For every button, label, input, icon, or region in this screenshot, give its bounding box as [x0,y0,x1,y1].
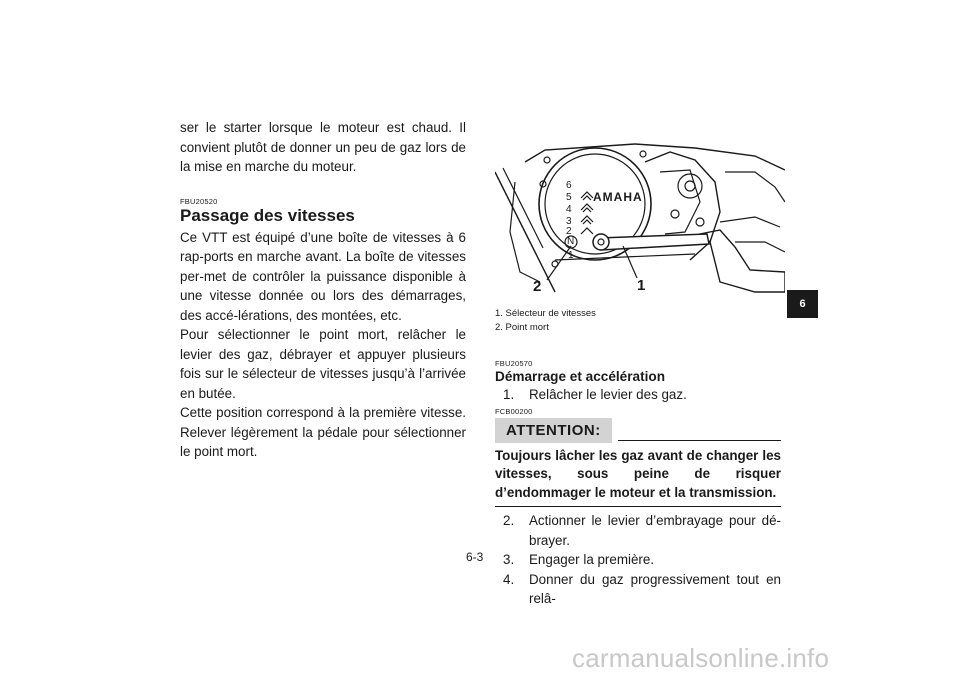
step-text: Donner du gaz progressivement tout en relâ- [529,571,781,606]
paragraph: Pour sélectionner le point mort, relâcher le levier des gaz, débrayer et appuyer plusieurs fois sur le sélecteur de vitesses jusqu’à l’arrivée en butée. [180,327,466,401]
attention-header [495,418,781,443]
step-item [495,511,781,550]
paragraph: Cette position correspond à la première vitesse. Relever légèrement la pédale pour sélectionner le point mort. [180,405,466,459]
section-code: FBU20520 [180,196,218,206]
figure-caption: 1. Sélecteur de vitesses [495,308,596,319]
step-text: Actionner le levier d’embrayage pour dé-brayer. [529,513,781,548]
attention-code: FCB00200 [495,406,533,416]
section-title: Démarrage et accélération [495,369,666,384]
watermark: carmanualsonline.info [572,643,830,673]
figure-caption: 2. Point mort [495,322,549,333]
section-tab: 6 [787,290,818,318]
gear-label: 2 [566,226,572,237]
steps-list [495,511,781,609]
intro-paragraph: ser le starter lorsque le moteur est chaud. Il convient plutôt de donner un peu de gaz lors de la mise en marche du moteur. [180,120,466,174]
step-text: Relâcher le levier des gaz. [529,387,687,402]
gear-label: 1 [568,250,574,261]
left-column [180,118,466,462]
step-text: Engager la première. [529,552,655,567]
callout-1: 1 [637,277,646,294]
attention-rule [618,440,781,441]
gear-label: 3 [566,216,572,227]
paragraph: Ce VTT est équipé d’une boîte de vitesses à 6 rap-ports en marche avant. La boîte de vitesses per-met de contrôler la puissance disponible à une vitesse donnée ou lors des démarrages, des accé-lérations, des montées, etc. [180,229,466,323]
gear-label: N [567,236,575,247]
attention-text: Toujours lâcher les gaz avant de changer les vitesses, sous peine de risquer d’endommager le moteur et la transmission. [495,447,781,508]
gear-label: 6 [566,180,572,191]
gear-label: 5 [566,192,572,203]
attention-label: ATTENTION: [495,418,612,443]
page-number: 6-3 [466,550,484,564]
step-item [495,570,781,609]
step-number: 4. [503,571,515,587]
section-code: FBU20570 [495,359,533,368]
gear-shift-figure [495,142,785,304]
step-item [495,550,781,570]
section-title: Passage des vitesses [180,205,355,225]
callout-2: 2 [533,278,542,295]
step-number: 1. [503,387,515,402]
right-column [495,307,781,609]
step-1 [495,385,781,405]
brand-text: AMAHA [593,190,643,204]
gear-label: 4 [566,204,572,215]
step-number: 3. [503,552,515,567]
step-number: 2. [503,513,515,528]
